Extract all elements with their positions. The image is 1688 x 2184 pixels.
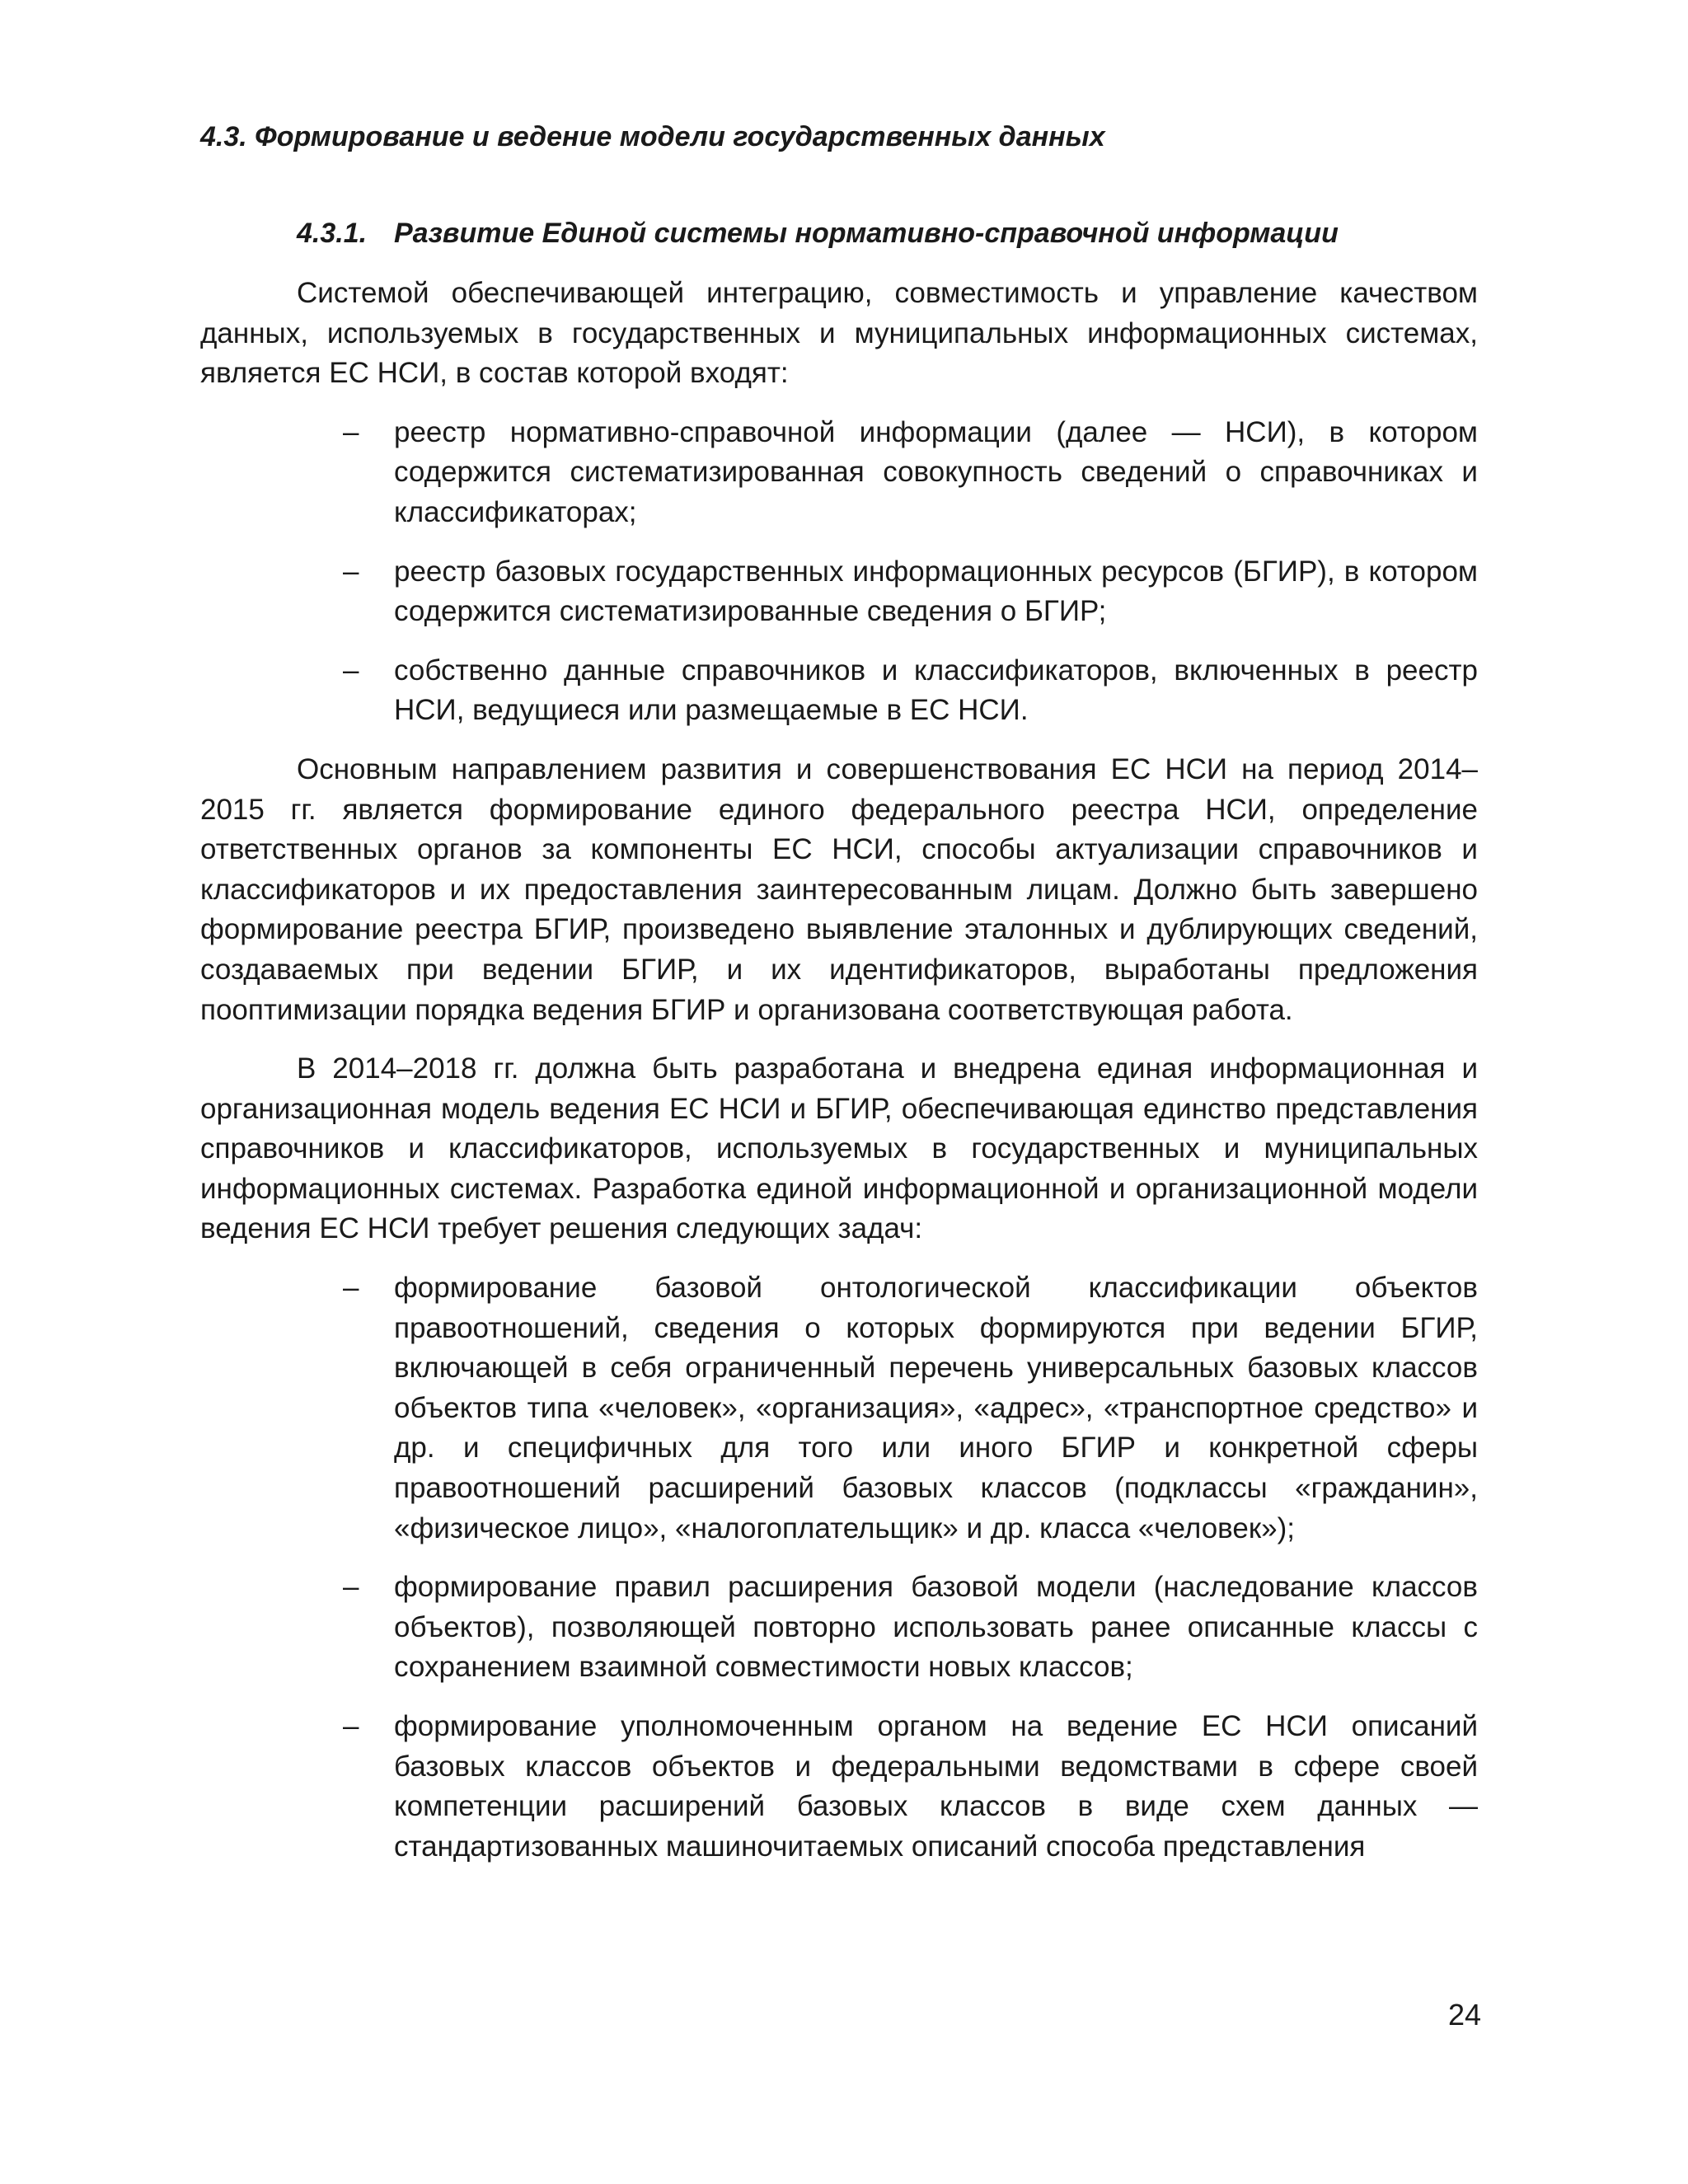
list-item: [343, 1268, 1478, 1549]
list-item-text: формирование базовой онтологической классификации объектов правоотношений, сведения о которых формируются при ведении БГИР, включающей в себя ограниченный перечень универсальных базовых классов объектов типа «человек», «организация», «адрес», «транспортное средство» и др. и специфичных для того или иного БГИР и конкретной сферы правоотношений расширений базовых классов (подклассы «гражданин», «физическое лицо», «налогоплательщик» и др. класса «человек»);: [394, 1272, 1478, 1544]
bullet-dash: –: [343, 1710, 359, 1742]
list-item: [343, 1568, 1478, 1688]
list-item: [343, 651, 1478, 731]
list-item-text: реестр нормативно-справочной информации (далее — НСИ), в котором содержится систематизированная совокупность сведений о справочниках и классификаторах;: [394, 415, 1478, 528]
bullet-dash: –: [343, 654, 359, 687]
section-heading: 4.3. Формирование и ведение модели государственных данных: [200, 121, 1105, 152]
paragraph-development: Основным направлением развития и совершенствования ЕС НСИ на период 2014–2015 гг. является формирование единого федерального реестра НСИ, определение ответственных органов за компоненты ЕС НСИ, способы актуализации справочников и классификаторов и их предоставления заинтересованным лицам. Должно быть завершено формирование реестра БГИР, произведено выявление эталонных и дублирующих сведений, создаваемых при ведении БГИР, и их идентификаторов, выработаны предложения пооптимизации порядка ведения БГИР и организована соответствующая работа.: [200, 752, 1478, 1026]
bullet-dash: –: [343, 415, 359, 448]
subsection-title: Развитие Единой системы нормативно-справочной информации: [394, 218, 1339, 249]
list-item-text: собственно данные справочников и классификаторов, включенных в реестр НСИ, ведущиеся или размещаемые в ЕС НСИ.: [394, 654, 1478, 727]
model-tasks-list: [200, 1268, 1478, 1867]
subsection-heading: [297, 213, 1339, 253]
bullet-dash: –: [343, 1272, 359, 1305]
list-item-text: формирование правил расширения базовой модели (наследование классов объектов), позволяющей повторно использовать ранее описанные классы с сохранением взаимной совместимости новых классов;: [394, 1571, 1478, 1684]
list-item-text: реестр базовых государственных информационных ресурсов (БГИР), в котором содержится систематизированные сведения о БГИР;: [394, 555, 1478, 628]
bullet-dash: –: [343, 1571, 359, 1604]
document-body: [200, 274, 1478, 1886]
list-item: [343, 413, 1478, 533]
list-item-text: формирование уполномоченным органом на ведение ЕС НСИ описаний базовых классов объектов и федеральными ведомствами в сфере своей компетенции расширений базовых классов в виде схем данных — стандартизованных машиночитаемых описаний способа представления: [394, 1710, 1478, 1863]
list-item: [343, 1707, 1478, 1867]
subsection-number: 4.3.1.: [297, 218, 368, 249]
registry-components-list: [200, 413, 1478, 731]
page-number: 24: [1447, 1998, 1481, 2032]
paragraph-intro: Системой обеспечивающей интеграцию, совместимость и управление качеством данных, используемых в государственных и муниципальных информационных системах, является ЕС НСИ, в состав которой входят:: [200, 277, 1478, 390]
paragraph-model: В 2014–2018 гг. должна быть разработана и внедрена единая информационная и организационная модель ведения ЕС НСИ и БГИР, обеспечивающая единство представления справочников и классификаторов, используемых в государственных и муниципальных информационных системах. Разработка единой информационной и организационной модели ведения ЕС НСИ требует решения следующих задач:: [200, 1052, 1478, 1245]
list-item: [343, 552, 1478, 632]
bullet-dash: –: [343, 555, 359, 588]
